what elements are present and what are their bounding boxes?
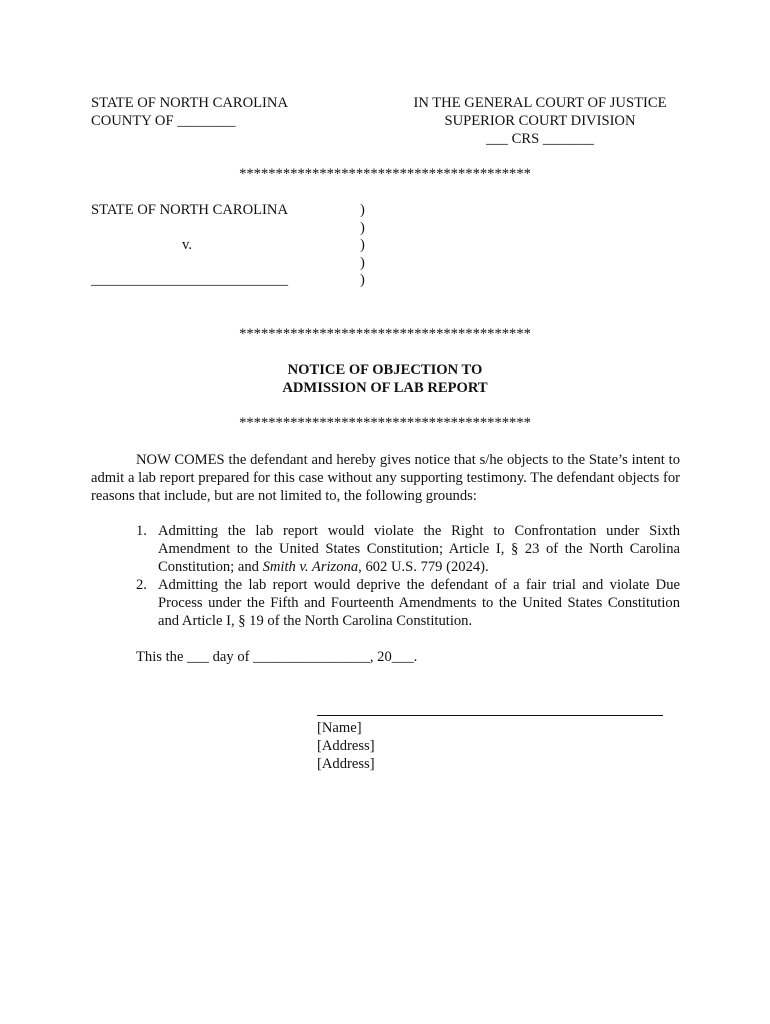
party-block: [91, 201, 288, 289]
ground-item: [136, 576, 680, 630]
paren: ): [360, 272, 365, 288]
ground-text: Admitting the lab report would violate the Right to Confrontation under Sixth Amendment to the United States Constitution; Article I, § 23 of the North Carolina Constitution; and: [158, 523, 680, 575]
caption-left: [91, 94, 288, 130]
document-title: [0, 361, 770, 397]
caption-court: IN THE GENERAL COURT OF JUSTICE: [413, 95, 667, 111]
ground-number: 2.: [136, 577, 147, 593]
title-line-1: NOTICE OF OBJECTION TO: [287, 362, 483, 378]
caption-file-number: ___ CRS _______: [486, 131, 594, 147]
ground-number: 1.: [136, 523, 147, 539]
grounds-list: [136, 522, 680, 630]
caption-state: STATE OF NORTH CAROLINA: [91, 95, 288, 111]
paren-column: [360, 201, 365, 289]
caption-county: COUNTY OF ________: [91, 113, 236, 129]
separator-middle: ****************************************: [239, 326, 531, 342]
paren: ): [360, 219, 365, 236]
paren: ): [360, 254, 365, 271]
signature-block: [317, 719, 375, 773]
title-line-2: ADMISSION OF LAB REPORT: [282, 380, 488, 396]
separator-bottom: ****************************************: [239, 415, 531, 431]
signature-line: [317, 715, 663, 716]
plaintiff-name: STATE OF NORTH CAROLINA: [91, 202, 288, 218]
caption-right: [380, 94, 700, 148]
separator-top: ****************************************: [239, 166, 531, 182]
body-paragraph: NOW COMES the defendant and hereby gives notice that s/he objects to the State’s intent to admit a lab report prepared for this case without any supporting testimony. The defendant objects for reasons that include, but are not limited to, the following grounds:: [91, 452, 680, 504]
signature-address: [Address]: [317, 756, 375, 772]
paren: ): [360, 237, 365, 253]
versus-label: v.: [182, 237, 192, 253]
signature-name: [Name]: [317, 720, 362, 736]
ground-item: [136, 522, 680, 576]
defendant-blank: ___________________________: [91, 272, 289, 288]
date-line: This the ___ day of ________________, 20___.: [136, 649, 418, 665]
signature-address: [Address]: [317, 738, 375, 754]
ground-text: Admitting the lab report would deprive the defendant of a fair trial and violate Due Process under the Fifth and Fourteenth Amendments to the United States Constitution and Article I, § 19 of the North Carolina Constitution.: [158, 577, 680, 629]
paren: ): [360, 202, 365, 218]
ground-text-end: , 602 U.S. 779 (2024).: [358, 559, 489, 575]
caption-division: SUPERIOR COURT DIVISION: [444, 113, 636, 129]
case-citation: Smith v. Arizona: [262, 559, 359, 575]
